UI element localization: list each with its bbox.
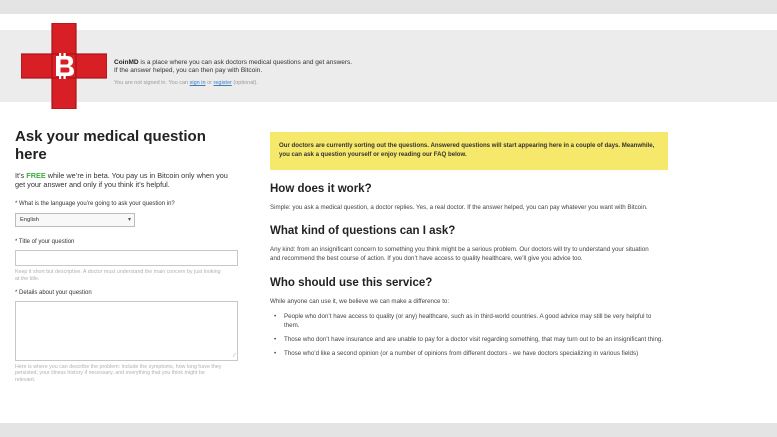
list-item: • Those who don’t have insurance and are unable to pay for a doctor visit regarding something, that may turn out to be an insignificant thing.	[270, 335, 665, 344]
form-intro	[15, 172, 237, 189]
faq-answer-what: Any kind: from an insignificant concern to something you think might be a serious problem. Our doctors will try to understand your situation and recommend the best course of action. If you don’t have access to quality healthcare, we’ll give you advice too.	[270, 246, 649, 263]
language-select[interactable]	[15, 213, 135, 227]
details-label: * Details about your question	[15, 289, 92, 296]
list-item: • Those who’d like a second opinion (or a number of opinions from different doctors - we have doctors specializing in various fields)	[270, 349, 665, 358]
top-strip	[0, 0, 777, 14]
resize-grip-icon[interactable]: ∕	[233, 352, 235, 359]
faq-answer-how: Simple: you ask a medical question, a doctor replies. Yes, a real doctor. If the answer helped, you can pay whatever you want with Bitcoin.	[270, 204, 648, 211]
form-title: Ask your medical question here	[15, 128, 206, 163]
register-link[interactable]: register	[213, 80, 232, 86]
audience-list	[270, 312, 670, 359]
intro-prefix: It’s	[15, 171, 27, 180]
signin-prefix: You are not signed in. You can	[114, 80, 190, 86]
faq-answer-who: While anyone can use it, we believe we can make a difference to:	[270, 297, 450, 305]
details-hint: Here is where you can describe the problem: include the symptoms, how long have they persisted, your illness history if necessary, and everything that you think might be relevant.	[15, 363, 222, 383]
details-textarea[interactable]	[15, 301, 238, 361]
notice-banner: Our doctors are currently sorting out the questions. Answered questions will start appearing here in a couple of days. Meanwhile, you can ask a question yourself or enjoy reading our FAQ below.	[270, 132, 668, 170]
signin-suffix: (optional).	[231, 80, 258, 86]
faq-heading-what: What kind of questions can I ask?	[270, 225, 456, 238]
bitcoin-cross-icon	[21, 23, 107, 109]
free-badge: FREE	[26, 171, 46, 180]
title-label: * Title of your question	[15, 239, 75, 246]
select-arrows-icon: ▾	[127, 217, 131, 224]
language-label: * What is the language you’re going to ask your question in?	[15, 201, 175, 208]
faq-heading-how: How does it work?	[270, 183, 372, 195]
language-value: English	[20, 217, 40, 224]
list-item: • People who don’t have access to quality (or any) healthcare, such as in third-world countries. A good advice may still be very helpful to them.	[270, 312, 665, 330]
faq-heading-who: Who should use this service?	[270, 276, 433, 289]
brand-name: CoinMD	[114, 59, 139, 66]
tagline: is a place where you can ask doctors medical questions and get answers.	[138, 59, 353, 66]
title-hint: Keep it short but descriptive. A doctor must understand the main concern by just looking at the title.	[15, 269, 221, 282]
intro-suffix: while we’re in beta. You pay us in Bitcoin only when you get your answer and only if you think it’s helpful.	[15, 171, 228, 189]
question-form	[15, 128, 243, 383]
sign-in-link[interactable]: sign in	[189, 80, 206, 86]
coinmd-logo[interactable]	[21, 23, 107, 109]
signin-status	[114, 80, 258, 86]
tagline-second: If the answer helped, you can then pay with Bitcoin.	[114, 67, 263, 74]
faq-section	[270, 132, 670, 364]
title-input[interactable]	[15, 250, 238, 266]
site-description	[114, 59, 434, 75]
signin-or: or	[205, 80, 214, 86]
